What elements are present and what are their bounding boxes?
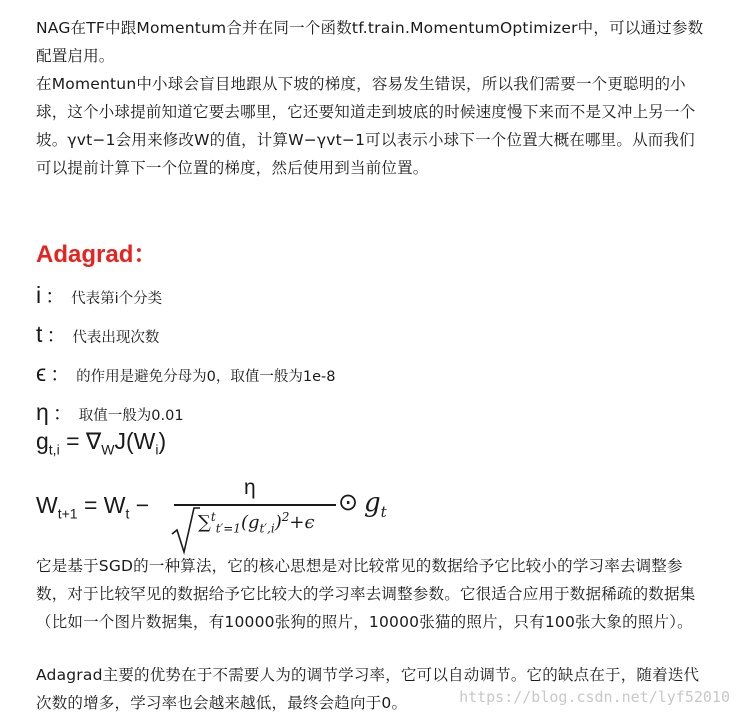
denom-exponent: 2 <box>281 510 290 524</box>
intro-paragraph-momentum: 在Momentun中小球会盲目地跟从下坡的梯度，容易发生错误，所以我们需要一个更聪明的小球，这个小球提前知道它要去哪里，它还要知道走到坡底的时候速度慢下来而不是又冲上另一个坡。γvt−1会用来修改W的值，计算W−γvt−1可以表示小球下一个位置大概在哪里。从而我们可以提前计算下一个位置的梯度，然后使用到当前位置。 <box>36 75 696 177</box>
denom-close-paren: ) <box>274 512 282 533</box>
definition-colon: ： <box>45 284 66 308</box>
formula-w-t-subscript: t <box>125 505 130 522</box>
definition-eta-text: 取值一般为0.01 <box>78 408 184 424</box>
symbol-definitions <box>36 276 716 432</box>
gradient-formula <box>36 428 166 458</box>
definition-t <box>36 315 716 354</box>
formula-gt-subscript: t <box>380 503 387 522</box>
definition-i-text: 代表第i个分类 <box>71 291 163 307</box>
denom-sigma: ∑ <box>198 512 211 533</box>
formula-w-subscript: W <box>101 441 115 458</box>
formula-minus: − <box>129 492 150 518</box>
denom-epsilon: +ϵ <box>289 512 315 533</box>
formula-i-subscript: i <box>155 441 159 458</box>
formula-gt-g: g <box>364 488 381 518</box>
update-formula <box>36 474 456 558</box>
formula-gt <box>364 488 387 521</box>
body-paragraph-pros-cons: Adagrad主要的优势在于不需要人为的调节学习率，它可以自动调节。它的缺点在于，随着迭代次数的增多，学习率也会越来越低，最终会趋向于0。 <box>36 666 700 712</box>
symbol-epsilon: ϵ <box>36 360 47 386</box>
definition-i <box>36 276 716 315</box>
symbol-eta: η <box>36 399 49 425</box>
definition-epsilon-text: 的作用是避免分母为0，取值一般为1e-8 <box>76 369 336 385</box>
formula-j: J(W <box>114 428 156 454</box>
intro-paragraph-nag: NAG在TF中跟Momentum合并在同一个函数tf.train.MomentumOptimizer中，可以通过参数配置启用。 <box>36 19 704 65</box>
definition-epsilon <box>36 354 716 393</box>
denom-sigma-lower: t′=1 <box>215 521 241 536</box>
definition-colon: ： <box>52 401 73 425</box>
formula-g: g <box>36 428 49 454</box>
definition-t-text: 代表出现次数 <box>72 330 160 346</box>
formula-w-next-subscript: t+1 <box>57 505 78 522</box>
denom-g-subscript: t′,i <box>259 521 275 536</box>
fraction-denominator <box>198 510 315 536</box>
symbol-t: t <box>36 321 43 347</box>
section-title-adagrad: Adagrad： <box>36 241 158 268</box>
symbol-i: i <box>36 282 42 308</box>
definition-colon: ： <box>46 323 67 347</box>
denom-g: (g <box>240 512 260 533</box>
watermark-url: https://blog.csdn.net/lyf52010 <box>459 688 730 706</box>
sqrt-icon <box>170 506 200 556</box>
update-formula-lhs <box>36 492 149 522</box>
formula-close-paren: ) <box>158 428 167 454</box>
formula-g-subscript: t,i <box>48 441 60 458</box>
definition-colon: ： <box>50 362 71 386</box>
formula-nabla: = ∇ <box>59 428 102 454</box>
denom-sigma-upper: t <box>210 510 216 524</box>
fraction-numerator: η <box>244 476 256 499</box>
formula-equals-w: = W <box>77 492 126 518</box>
body-paragraph-description: 它是基于SGD的一种算法，它的核心思想是对比较常见的数据给予它比较小的学习率去调整参数，对于比较罕见的数据给予它比较大的学习率去调整参数。它很适合应用于数据稀疏的数据集（比如一个图片数据集，有10000张狗的照片，10000张猫的照片，只有100张大象的照片）。 <box>36 557 696 631</box>
definition-eta <box>36 393 716 432</box>
hadamard-product-icon: ⊙ <box>338 489 359 516</box>
formula-w: W <box>36 492 58 518</box>
